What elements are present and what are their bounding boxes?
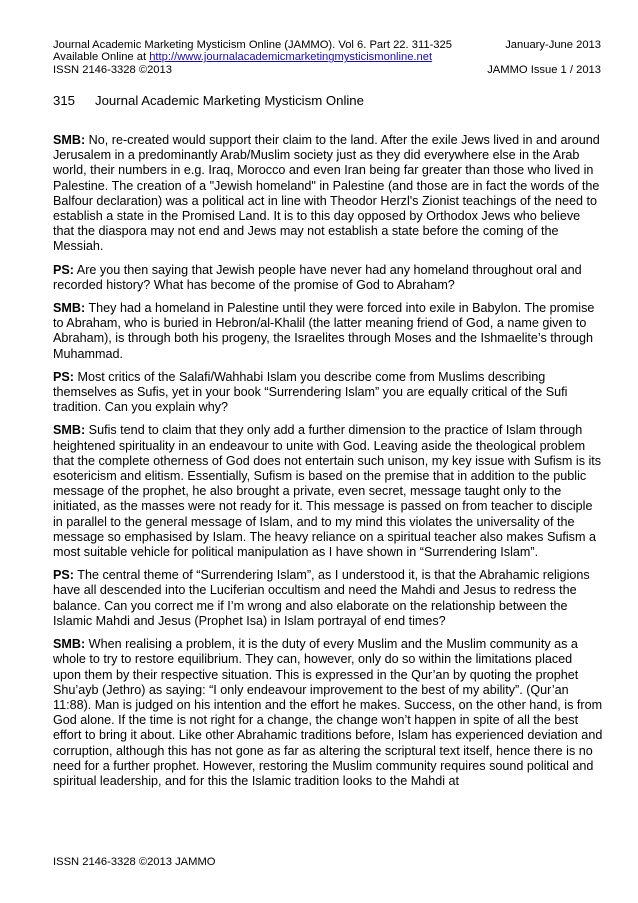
speaker-label: PS:: [53, 262, 74, 277]
issn-label: ISSN 2146-3328 ©2013: [53, 63, 172, 76]
interview-paragraph: [53, 301, 603, 362]
speaker-label: SMB:: [53, 637, 86, 652]
journal-website-link[interactable]: http://www.journalacademicmarketingmysticismonline.net: [149, 51, 433, 64]
interview-paragraph: [53, 568, 603, 629]
interview-paragraph: [53, 263, 603, 293]
speaker-label: PS:: [53, 369, 74, 384]
running-header: [53, 39, 601, 76]
paragraph-text: When realising a problem, it is the duty of every Muslim and the Muslim community as a whole to try to restore equilibrium. They can, however, only do so within the limitations placed upon them by their respective situation. This is expressed in the Qur’an by quoting the prophet Shu’ayb (Jethro) as saying: “I only endeavour improvement to the best of my ability”. (Qur’an 11:88). Man is judged on his intention and the effort he makes. Success, on the other hand, is from God alone. If the time is not right for a change, the change won’t happen in spite of all the best effort to bring it about. Like other Abrahamic traditions before, Islam has experienced deviation and corruption, although this has not gone as far as altering the scriptural text itself, hence there is no need for a further prophet. However, restoring the Muslim community requires sound political and spiritual leadership, and for this the Islamic tradition looks to the Mahdi at: [53, 637, 603, 788]
speaker-label: SMB:: [53, 423, 86, 438]
header-row-availability: [53, 51, 601, 63]
speaker-label: SMB:: [53, 301, 86, 316]
header-row-issn: [53, 64, 601, 76]
interview-body: [53, 133, 603, 797]
speaker-label: SMB:: [53, 133, 86, 147]
availability-prefix: Available Online at: [53, 51, 150, 64]
page-number: 315: [53, 93, 76, 108]
page-footer: ISSN 2146-3328 ©2013 JAMMO: [53, 856, 216, 868]
availability-line: [53, 51, 432, 63]
paragraph-text: Sufis tend to claim that they only add a further dimension to the practice of Islam through heightened spirituality in an endeavour to unite with God. Leaving aside the theological problem that the complete otherness of God does not entertain such unison, my key issue with Sufism is its esotericism and elitism. Essentially, Sufism is based on the premise that in addition to the public message of the prophet, he also brought a private, even secret, message taught only to the initiated, as the masses were not ready for it. This message is passed on from teacher to disciple in parallel to the general message of Islam, and to my mind this violates the universality of the message so emphasised by Islam. The heavy reliance on a spiritual teacher also makes Sufism a most suitable vehicle for political manipulation as I have shown in “Surrendering Islam”.: [53, 423, 602, 560]
journal-citation: Journal Academic Marketing Mysticism Online (JAMMO). Vol 6. Part 22. 311-325: [53, 39, 452, 51]
issue-label: JAMMO Issue 1 / 2013: [487, 63, 601, 76]
paragraph-text: Most critics of the Salafi/Wahhabi Islam you describe come from Muslims describing themselves as Sufis, yet in your book “Surrendering Islam” you are equally critical of the Sufi tradition. Can you explain why?: [53, 369, 568, 415]
header-row-journal: [53, 39, 601, 51]
interview-paragraph: [53, 637, 603, 789]
paragraph-text: They had a homeland in Palestine until they were forced into exile in Babylon. The promise to Abraham, who is buried in Hebron/al-Khalil (the latter meaning friend of God, a name given to Abraham), is through both his progeny, the Israelites through Moses and the Ishmaelite’s through Muhammad.: [53, 301, 595, 361]
interview-paragraph: [53, 133, 603, 255]
paragraph-text: Are you then saying that Jewish people have never had any homeland throughout oral and recorded history? What has become of the promise of God to Abraham?: [53, 262, 582, 292]
page-heading: [53, 93, 601, 109]
interview-paragraph: [53, 370, 603, 416]
paragraph-text: The central theme of “Surrendering Islam”, as I understood it, is that the Abrahamic religions have all descended into the Luciferian occultism and need the Mahdi and Jesus to redress the balance. Can you correct me if I’m wrong and also elaborate on the relationship between the Islamic Mahdi and Jesus (Prophet Isa) in Islam portrayal of end times?: [53, 568, 590, 628]
date-range: January-June 2013: [505, 39, 601, 51]
journal-title: Journal Academic Marketing Mysticism Online: [95, 93, 364, 108]
paragraph-text: No, re-created would support their claim to the land. After the exile Jews lived in and around Jerusalem in a predominantly Arab/Muslim society just as they did everywhere else in the Arab world, their numbers in e.g. Iraq, Morocco and even Iran being far greater than those who lived in Palestine. The creation of a "Jewish homeland" in Palestine (and those are in fact the words of the Balfour declaration) was a political act in line with Theodor Herzl's Zionist teachings of the need to establish a state in the Promised Land. It is to this day opposed by Orthodox Jews who believe that the diaspora may not end and Jews may not establish a state before the coming of the Messiah.: [53, 133, 600, 254]
interview-paragraph: [53, 423, 603, 560]
speaker-label: PS:: [53, 568, 74, 583]
